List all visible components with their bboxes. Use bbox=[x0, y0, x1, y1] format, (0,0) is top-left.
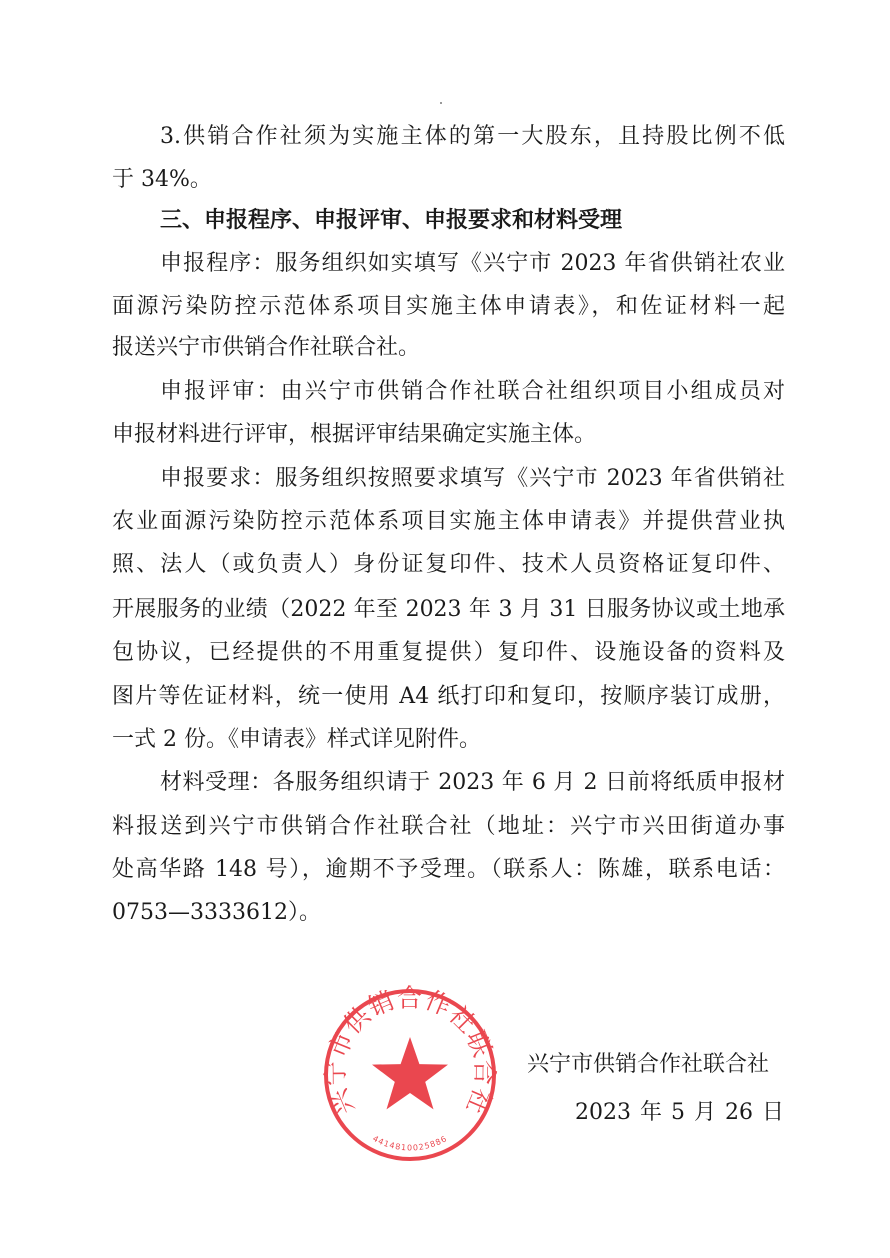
text-line: 包协议，已经提供的不用重复提供）复印件、设施设备的资料及 bbox=[112, 640, 785, 665]
svg-text:4414810025886 bbox=[371, 1134, 449, 1153]
signature-date: 2023 年 5 月 26 日 bbox=[575, 1100, 784, 1125]
text-line: 一式 2 份。《申请表》样式详见附件。 bbox=[112, 727, 481, 752]
text-line: 料报送到兴宁市供销合作社联合社（地址：兴宁市兴田街道办事 bbox=[112, 814, 785, 839]
text-line: 申报评审：由兴宁市供销合作社联合社组织项目小组成员对 bbox=[160, 379, 785, 404]
text-line: 开展服务的业绩（2022 年至 2023 年 3 月 31 日服务协议或土地承 bbox=[112, 597, 785, 622]
scan-speck bbox=[440, 102, 442, 104]
text-line: 材料受理：各服务组织请于 2023 年 6 月 2 日前将纸质申报材 bbox=[160, 770, 785, 795]
text-line: 图片等佐证材料，统一使用 A4 纸打印和复印，按顺序装订成册， bbox=[112, 684, 785, 709]
text-line: 面源污染防控示范体系项目实施主体申请表》，和佐证材料一起 bbox=[112, 294, 785, 319]
section-heading: 三、申报程序、申报评审、申报要求和材料受理 bbox=[160, 208, 623, 233]
star-icon bbox=[372, 1037, 448, 1109]
text-line: 报送兴宁市供销合作社联合社。 bbox=[112, 335, 421, 360]
text-line: 申报材料进行评审，根据评审结果确定实施主体。 bbox=[112, 422, 597, 447]
text-line: 申报要求：服务组织按照要求填写《兴宁市 2023 年省供销社 bbox=[160, 466, 785, 491]
text-line: 3.供销合作社须为实施主体的第一大股东，且持股比例不低 bbox=[160, 124, 785, 149]
text-line: 照、法人（或负责人）身份证复印件、技术人员资格证复印件、 bbox=[112, 552, 785, 577]
text-line: 0753—3333612）。 bbox=[112, 900, 321, 925]
seal-ring-text: 兴宁市供销合作社联合社 bbox=[320, 985, 500, 1120]
seal-code: 4414810025886 bbox=[371, 1133, 449, 1153]
signature-org: 兴宁市供销合作社联合社 bbox=[527, 1052, 770, 1077]
text-line: 申报程序：服务组织如实填写《兴宁市 2023 年省供销社农业 bbox=[160, 251, 785, 276]
official-seal bbox=[320, 985, 500, 1165]
text-line: 处高华路 148 号），逾期不予受理。（联系人：陈雄，联系电话： bbox=[112, 857, 785, 882]
text-line: 于 34%。 bbox=[112, 167, 212, 192]
text-line: 农业面源污染防控示范体系项目实施主体申请表》并提供营业执 bbox=[112, 509, 785, 534]
